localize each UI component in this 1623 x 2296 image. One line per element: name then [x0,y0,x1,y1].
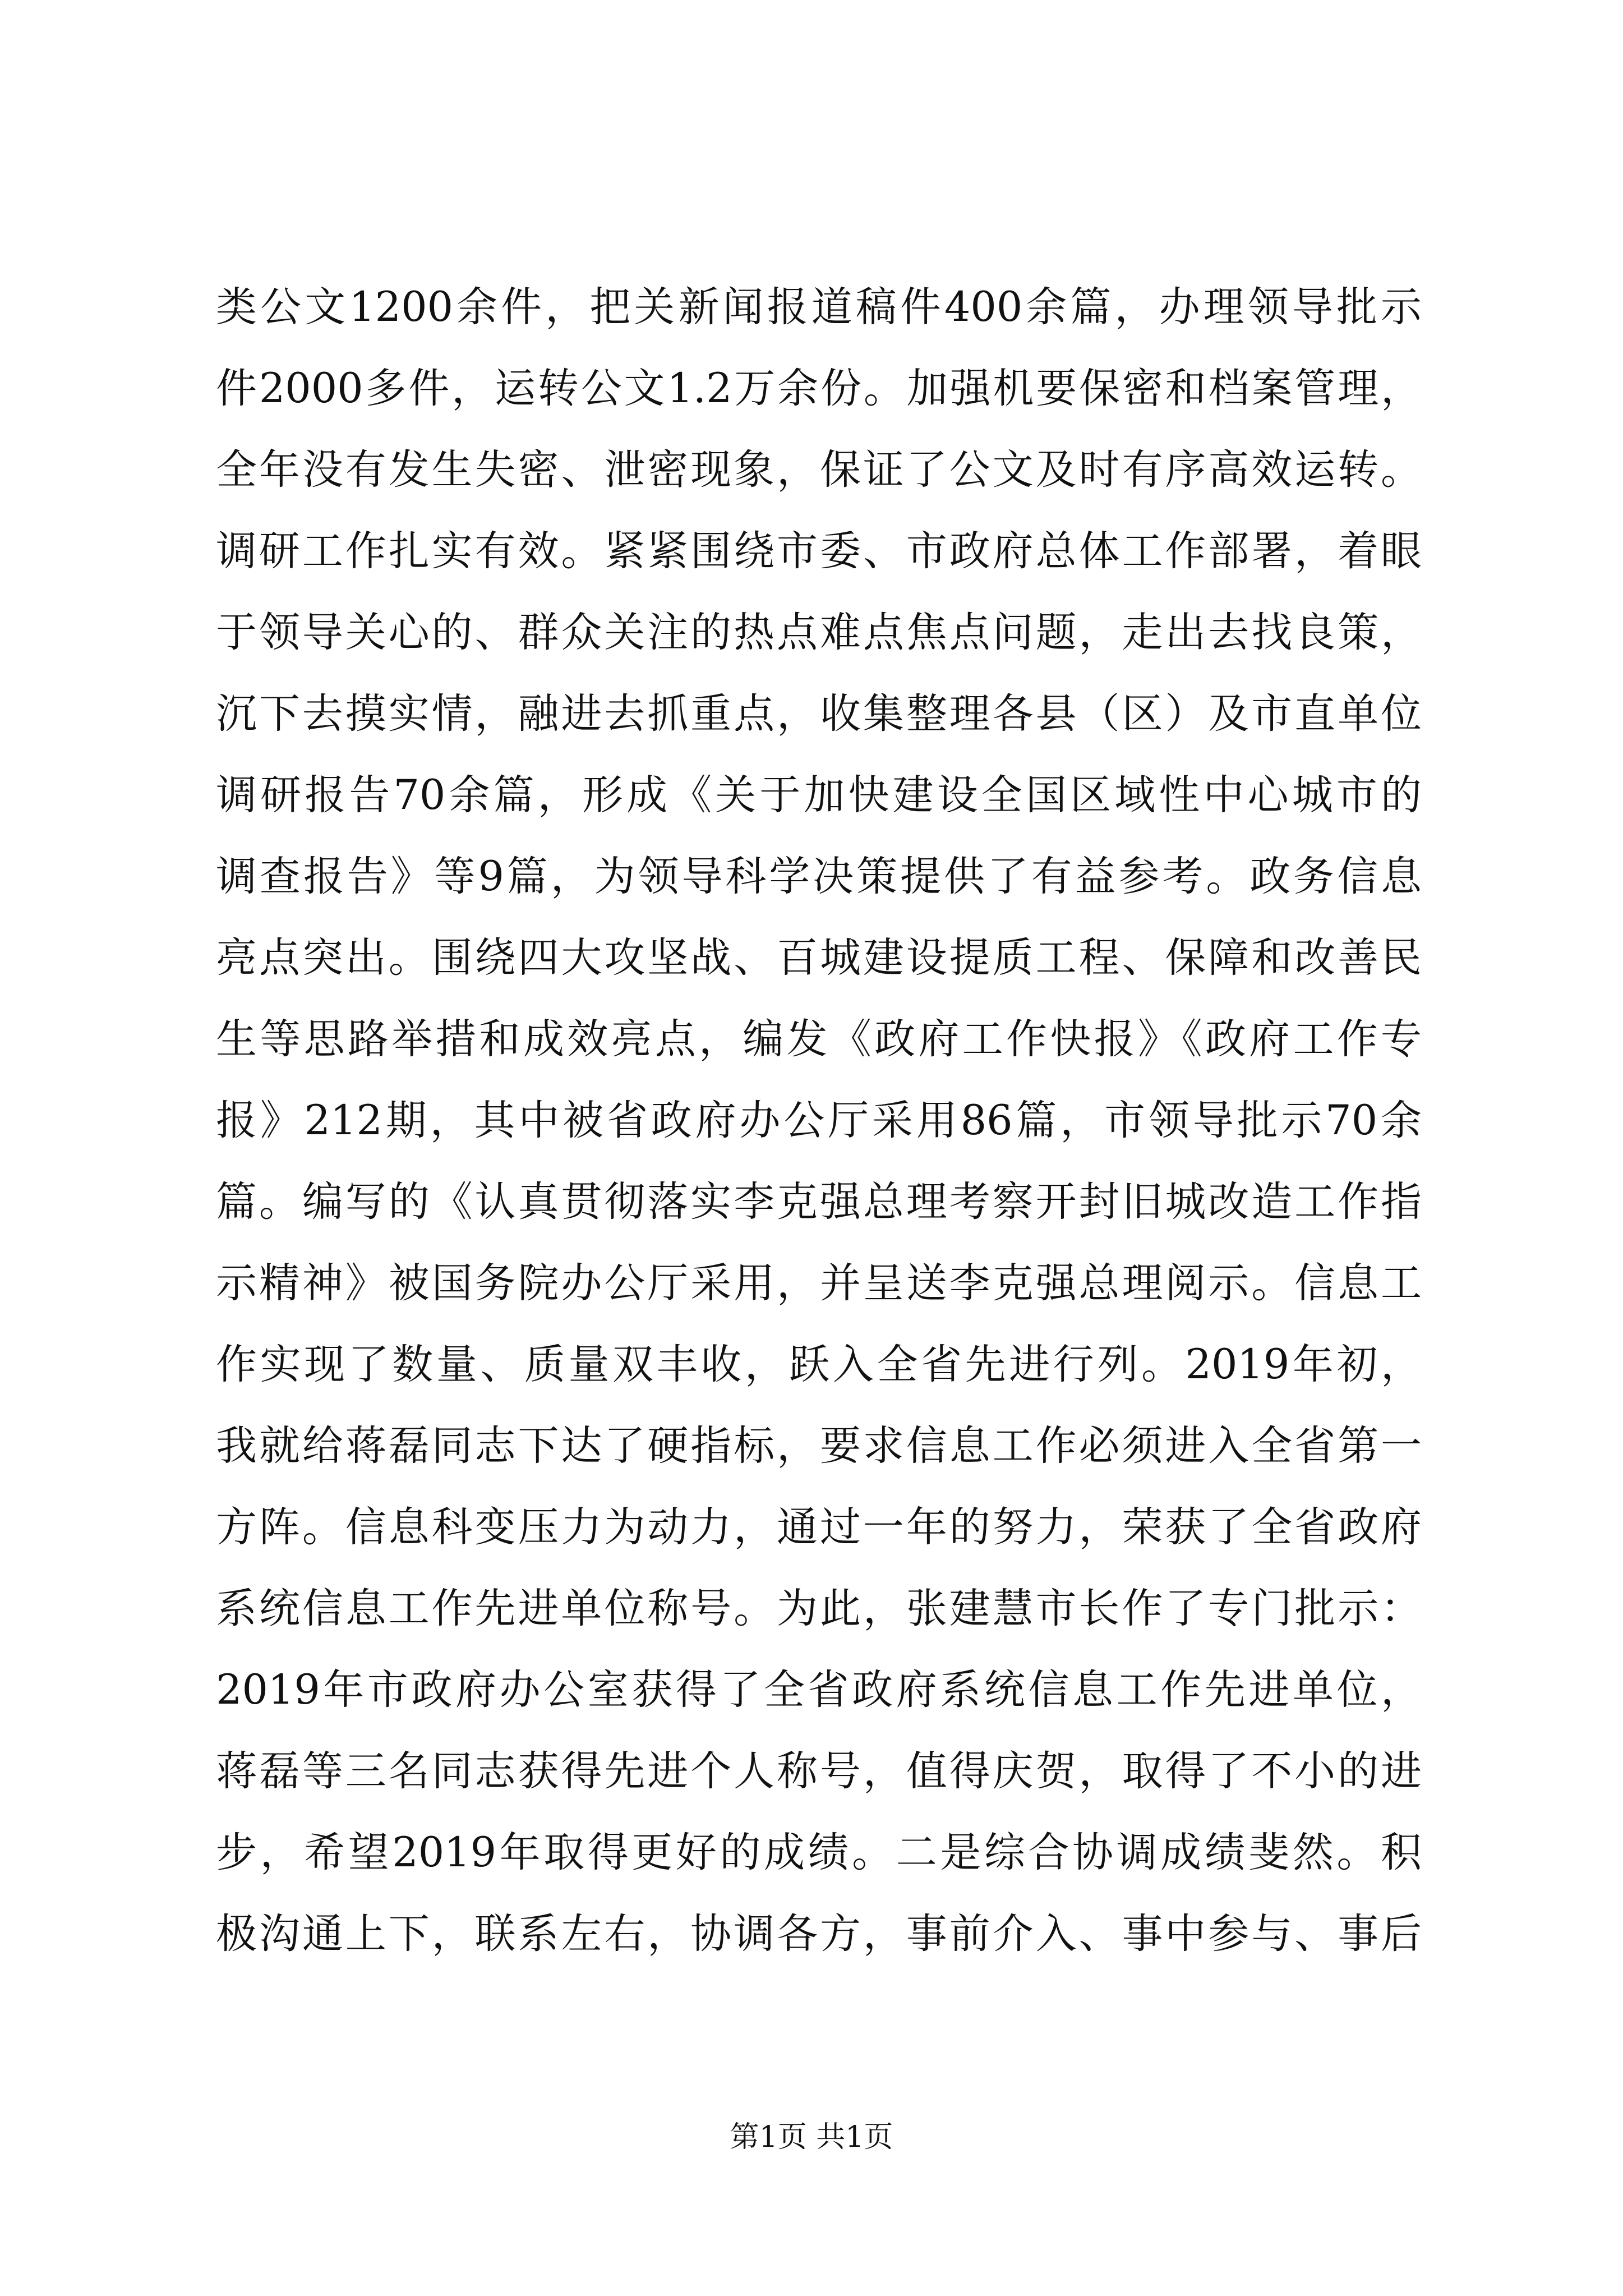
text-line: 全年没有发生失密、泄密现象，保证了公文及时有序高效运转。 [216,446,1422,494]
body-text [216,266,1422,1975]
text-line: 系统信息工作先进单位称号。为此，张建慧市长作了专门批示： [216,1585,1422,1632]
text-line: 亮点突出。围绕四大攻坚战、百城建设提质工程、保障和改善民 [216,934,1422,982]
text-line: 于领导关心的、群众关注的热点难点焦点问题，走出去找良策， [216,609,1422,656]
text-line: 步，希望2019年取得更好的成绩。二是综合协调成绩斐然。积 [216,1829,1422,1876]
text-line: 调研工作扎实有效。紧紧围绕市委、市政府总体工作部署，着眼 [216,527,1422,575]
text-line: 示精神》被国务院办公厅采用，并呈送李克强总理阅示。信息工 [216,1259,1422,1307]
text-line: 调研报告70余篇，形成《关于加快建设全国区域性中心城市的 [216,771,1422,819]
text-line: 方阵。信息科变压力为动力，通过一年的努力，荣获了全省政府 [216,1503,1422,1551]
text-line: 沉下去摸实情，融进去抓重点，收集整理各县（区）及市直单位 [216,690,1422,738]
text-line: 2019年市政府办公室获得了全省政府系统信息工作先进单位， [216,1666,1422,1714]
text-line: 极沟通上下，联系左右，协调各方，事前介入、事中参与、事后 [216,1910,1422,1958]
text-line: 类公文1200余件，把关新闻报道稿件400余篇，办理领导批示 [216,283,1422,331]
page-number-footer: 第1页 共1页 [730,2120,893,2154]
text-line: 件2000多件，运转公文1.2万余份。加强机要保密和档案管理， [216,365,1422,412]
text-line: 调查报告》等9篇，为领导科学决策提供了有益参考。政务信息 [216,853,1422,900]
text-line: 蒋磊等三名同志获得先进个人称号，值得庆贺，取得了不小的进 [216,1747,1422,1795]
text-line: 作实现了数量、质量双丰收，跃入全省先进行列。2019年初， [216,1341,1422,1388]
text-line: 篇。编写的《认真贯彻落实李克强总理考察开封旧城改造工作指 [216,1178,1422,1226]
text-line: 报》212期，其中被省政府办公厅采用86篇，市领导批示70余 [216,1097,1422,1144]
text-line: 生等思路举措和成效亮点，编发《政府工作快报》《政府工作专 [216,1015,1422,1063]
text-line: 我就给蒋磊同志下达了硬指标，要求信息工作必须进入全省第一 [216,1422,1422,1470]
